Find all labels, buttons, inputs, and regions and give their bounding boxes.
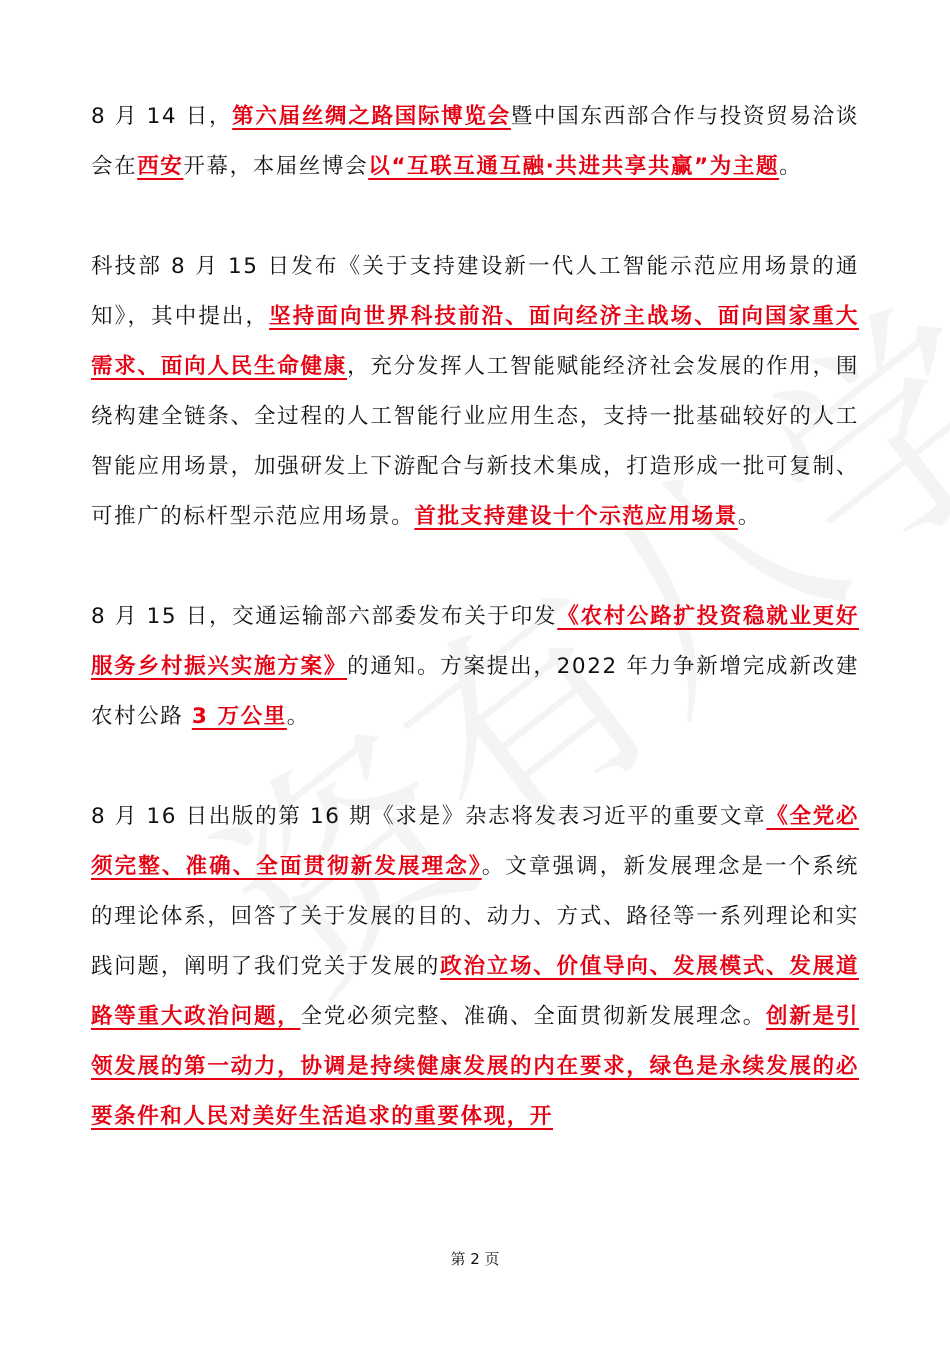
body-text: 。: [737, 504, 761, 529]
body-text: 8 月 14 日，: [91, 104, 233, 129]
body-text: 8 月 15 日，交通运输部六部委发布关于印发: [91, 604, 558, 629]
body-text: 。文章强调，新发展理念是一个系统的理论体系，回答了关于发展的目的、动力、方式、路径等一系列理论和实践问题，阐明了我们党关于发展的: [91, 854, 859, 979]
highlighted-text: 第六届丝绸之路国际博览会: [232, 104, 511, 129]
body-text: 暨中国东西部合作与投资贸易洽谈会在: [91, 104, 859, 179]
highlighted-text: 政治立场、价值导向、发展模式、发展道路等重大政治问题，: [91, 954, 859, 1029]
highlighted-text: 西安: [137, 154, 184, 179]
paragraph-qiushi-article: [91, 792, 859, 1142]
body-text: 科技部 8 月 15 日发布《关于支持建设新一代人工智能示范应用场景的通知》，其中提出，: [91, 254, 859, 329]
highlighted-text: 《农村公路扩投资稳就业更好服务乡村振兴实施方案》: [91, 604, 859, 679]
body-text: 开幕，本届丝博会: [183, 154, 369, 179]
page-number: 第 2 页: [450, 1250, 500, 1268]
paragraph-ai-scenarios: [91, 242, 859, 542]
body-text: 8 月 16 日出版的第 16 期《求是》杂志将发表习近平的重要文章: [91, 804, 767, 829]
highlighted-text: 以“互联互通互融·共进共享共赢”为主题: [368, 154, 780, 179]
body-text: ，充分发挥人工智能赋能经济社会发展的作用，围绕构建全链条、全过程的人工智能行业应用生态，支持一批基础较好的人工智能应用场景，加强研发上下游配合与新技术集成，打造形成一批可复制、可推广的标杆型示范应用场景。: [91, 354, 859, 529]
highlighted-text: 坚持面向世界科技前沿、面向经济主战场、面向国家重大需求、面向人民生命健康: [91, 304, 859, 379]
paragraph-silk-road-expo: [91, 92, 859, 192]
highlighted-text: 3 万公里: [191, 704, 287, 729]
body-text: 。: [286, 704, 310, 729]
body-text: 全党必须完整、准确、全面贯彻新发展理念。: [300, 1004, 767, 1029]
highlighted-text: 创新是引领发展的第一动力，协调是持续健康发展的内在要求，绿色是永续发展的必要条件和人民对美好生活追求的重要体现，开: [91, 1004, 859, 1129]
body-text: 的通知。方案提出，2022 年力争新增完成新改建农村公路: [91, 654, 860, 729]
article-body: [91, 92, 859, 1192]
body-text: 。: [779, 154, 803, 179]
paragraph-rural-roads: [91, 592, 859, 742]
highlighted-text: 《全党必须完整、准确、全面贯彻新发展理念》: [91, 804, 860, 879]
highlighted-text: 首批支持建设十个示范应用场景: [414, 504, 738, 529]
